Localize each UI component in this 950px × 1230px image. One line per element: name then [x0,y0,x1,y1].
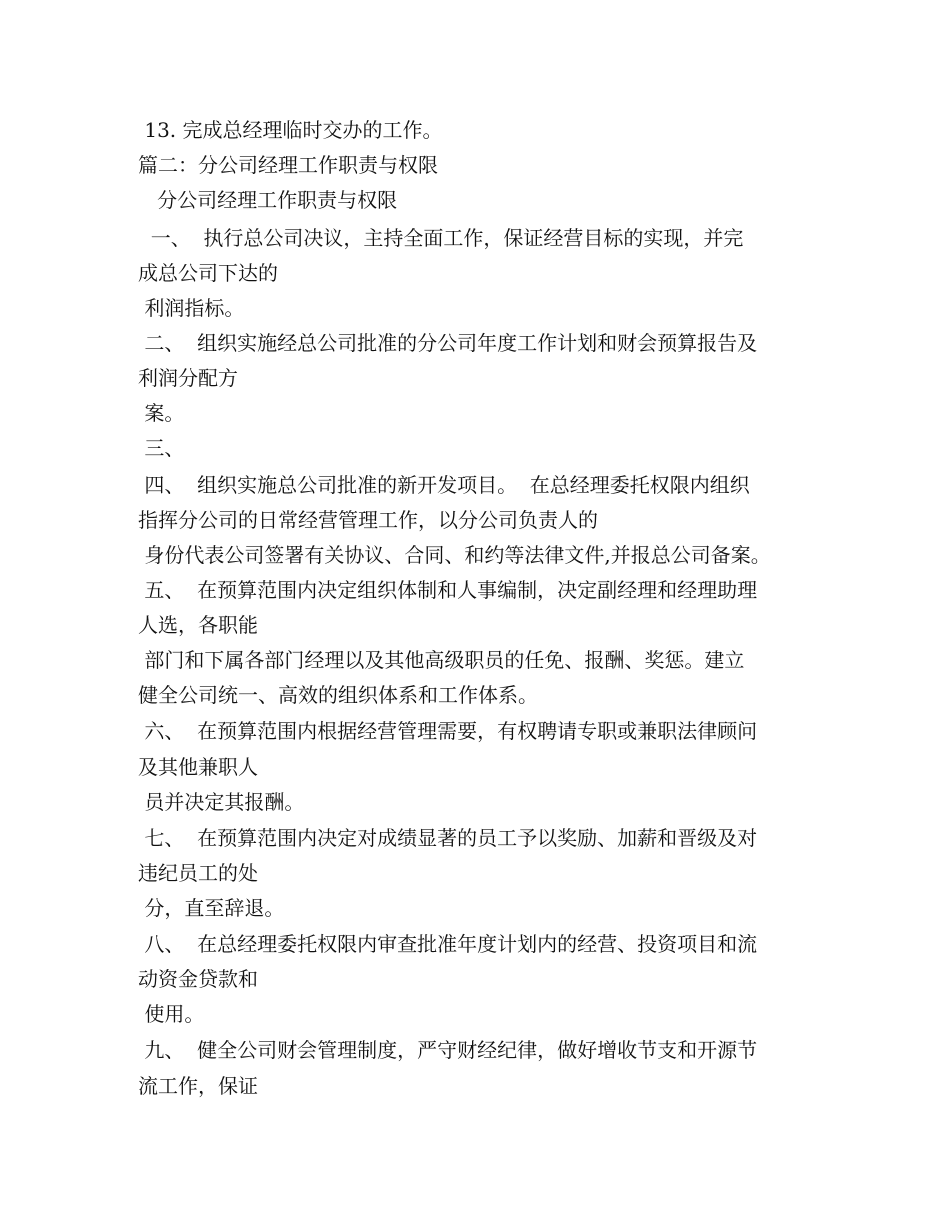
text-line: 七、 在预算范围内决定对成绩显著的员工予以奖励、加薪和晋级及对 [138,826,758,850]
text-line: 部门和下属各部门经理以及其他高级职员的任免、报酬、奖惩。建立 [138,648,745,672]
text-line: 九、 健全公司财会管理制度，严守财经纪律，做好增收节支和开源节 [138,1038,758,1062]
text-line: 案。 [138,401,185,425]
subheading: 分公司经理工作职责与权限 [138,188,398,212]
text-line: 违纪员工的处 [138,861,258,885]
text-line: 员并决定其报酬。 [138,790,305,814]
text-line: 八、 在总经理委托权限内审查批准年度计划内的经营、投资项目和流 [138,932,758,956]
text-line: 人选，各职能 [138,613,258,637]
text-line: 六、 在预算范围内根据经营管理需要，有权聘请专职或兼职法律顾问 [138,719,758,743]
text-line: 身份代表公司签署有关协议、合同、和约等法律文件,并报总公司备案。 [138,543,771,567]
text-line: 五、 在预算范围内决定组织体制和人事编制，决定副经理和经理助理 [138,578,758,602]
text-line: 分，直至辞退。 [138,896,285,920]
text-line: 指挥分公司的日常经营管理工作，以分公司负责人的 [138,508,598,532]
text-line: 利润分配方 [138,366,238,390]
text-line: 三、 [138,436,185,460]
text-line: 四、 组织实施总公司批准的新开发项目。 在总经理委托权限内组织 [138,473,750,497]
text-line: 成总公司下达的 [138,261,278,285]
text-line: 二、 组织实施经总公司批准的分公司年度工作计划和财会预算报告及 [138,331,758,355]
text-line: 利润指标。 [138,296,245,320]
text-line: 动资金贷款和 [138,967,258,991]
text-line: 13. 完成总经理临时交办的工作。 [138,118,443,142]
section-heading: 篇二：分公司经理工作职责与权限 [138,153,438,177]
text-line: 及其他兼职人 [138,755,258,779]
text-line: 流工作，保证 [138,1074,258,1098]
text-line: 使用。 [138,1002,205,1026]
text-line: 健全公司统一、高效的组织体系和工作体系。 [138,683,538,707]
text-line: 一、 执行总公司决议，主持全面工作，保证经营目标的实现，并完 [138,226,744,250]
